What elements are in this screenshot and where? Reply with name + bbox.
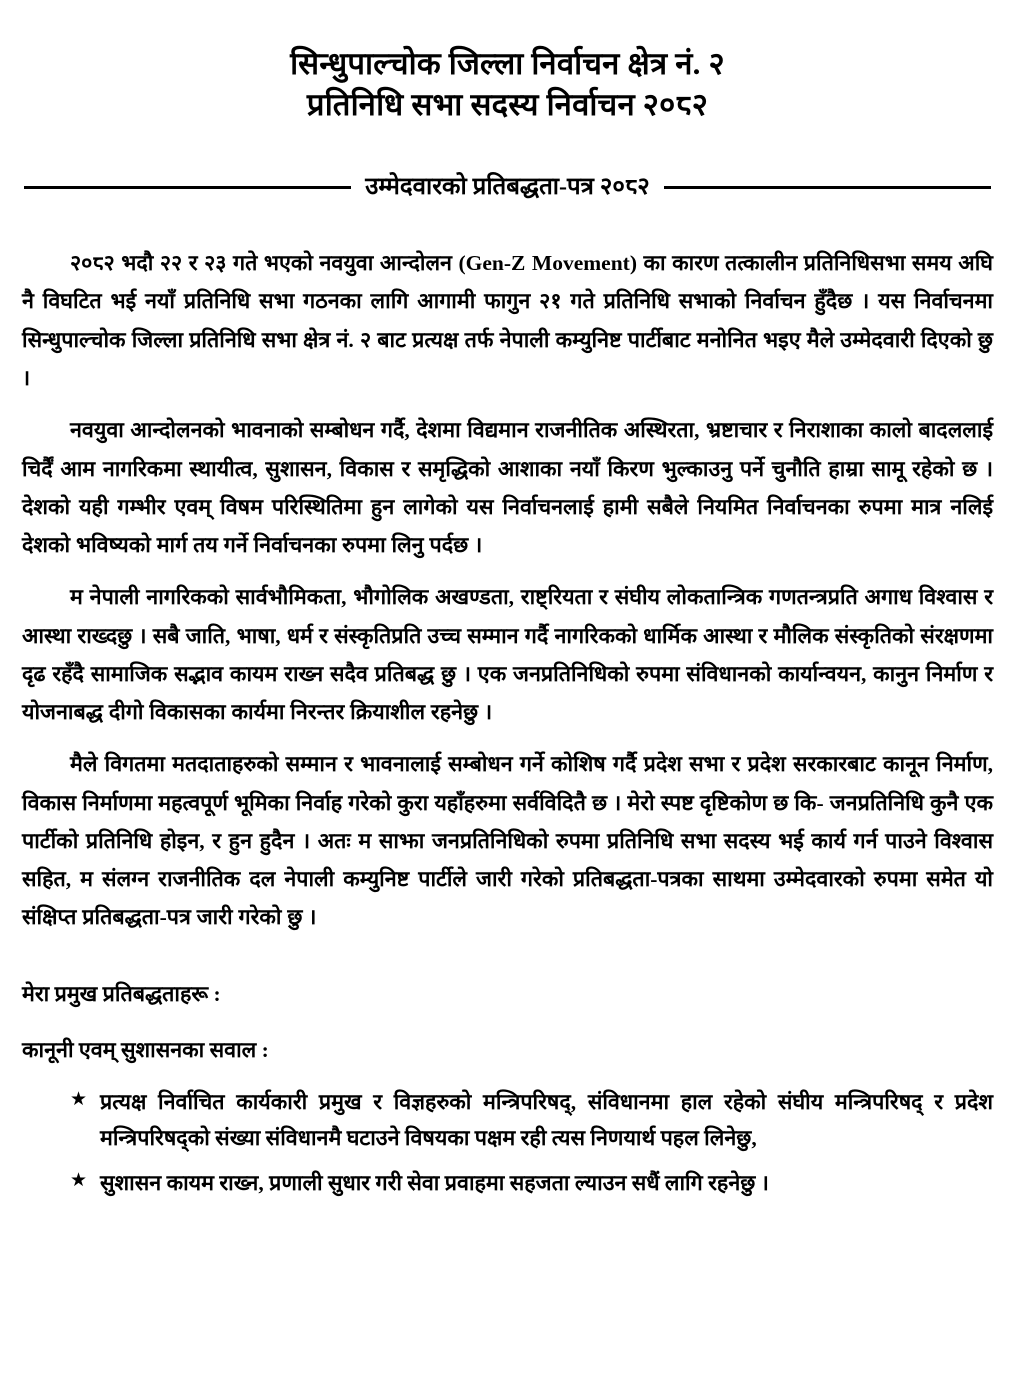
commitments-sub-heading: कानूनी एवम् सुशासनका सवाल : [22, 1038, 269, 1063]
paragraph-4: मैले विगतमा मतदाताहरुको सम्मान र भावनालाई सम्बोधन गर्ने कोशिष गर्दै प्रदेश सभा र प्रदेश सरकारबाट कानून निर्माण, विकास निर्माणमा महत्वपूर्ण भूमिका निर्वाह गरेको कुरा यहाँहरुमा सर्वविदितै छ । मेरो स्पष्ट दृष्टिकोण छ कि- जनप्रतिनिधि कुनै एक पार्टीको प्रतिनिधि होइन, र हुन हुदैन । अतः म साझा जनप्रतिनिधिको रुपमा प्रतिनिधि सभा सदस्य भई कार्य गर्न पाउने विश्वास सहित, म संलग्न राजनीतिक दल नेपाली कम्युनिष्ट पार्टीले जारी गरेको प्रतिबद्धता-पत्रका साथमा उम्मेदवारको रुपमा समेत यो संक्षिप्त प्रतिबद्धता-पत्र जारी गरेको छु । [22, 752, 993, 930]
title-line-2: प्रतिनिधि सभा सदस्य निर्वाचन २०८२ [306, 86, 709, 122]
commitments-main-heading: मेरा प्रमुख प्रतिबद्धताहरू : [22, 981, 221, 1006]
paragraph-1-text-after: का कारण तत्कालीन प्रतिनिधिसभा समय अघि नै विघटित भई नयाँ प्रतिनिधि सभा गठनका लागि आगामी फागुन २१ गते प्रतिनिधि सभाको निर्वाचन हुँदैछ । यस निर्वाचनमा सिन्धुपाल्चोक जिल्ला प्रतिनिधि सभा क्षेत्र नं. २ बाट प्रत्यक्ष तर्फ नेपाली कम्युनिष्ट पार्टीबाट मनोनित भइए मैले उम्मेदवारी दिएको छु । [22, 251, 993, 390]
star-icon: ★ [70, 1170, 88, 1192]
paragraph-2: नवयुवा आन्दोलनको भावनाको सम्बोधन गर्दै, देशमा विद्यमान राजनीतिक अस्थिरता, भ्रष्टाचार र निराशाका कालो बादललाई चिर्दैं आम नागरिकमा स्थायीत्व, सुशासन, विकास र समृद्धिको आशाका नयाँ किरण भुल्काउनु पर्ने चुनौति हाम्रा सामू रहेको छ । देशको यही गम्भीर एवम् विषम परिस्थितिमा हुन लागेको यस निर्वाचनलाई हामी सबैले नियमित निर्वाचनका रुपमा मात्र नलिई देशको भविष्यको मार्ग तय गर्ने निर्वाचनका रुपमा लिनु पर्दछ । [22, 418, 993, 558]
subtitle-row [22, 174, 993, 200]
divider-rule-right [664, 186, 991, 189]
title-line-1: सिन्धुपाल्चोक जिल्ला निर्वाचन क्षेत्र नं. २ [290, 46, 725, 81]
document-subtitle: उम्मेदवारको प्रतिबद्धता-पत्र २०८२ [365, 173, 650, 200]
document-body [22, 244, 993, 1202]
commitment-1-text: प्रत्यक्ष निर्वाचित कार्यकारी प्रमुख र विज्ञहरुको मन्त्रिपरिषद्, संविधानमा हाल रहेको संघीय मन्त्रिपरिषद् र प्रदेश मन्त्रिपरिषद्को संख्या संविधानमै घटाउने विषयका पक्षम रही त्यस निणयार्थ पहल लिनेछु, [100, 1089, 993, 1151]
english-phrase-gen-z: (Gen-Z Movement) [458, 251, 637, 276]
commitment-2-text: सुशासन कायम राख्न, प्रणाली सुधार गरी सेवा प्रवाहमा सहजता ल्याउन सधैं लागि रहनेछु । [100, 1171, 769, 1196]
list-item [70, 1165, 993, 1202]
paragraph-1-text-before: २०८२ भदौ २२ र २३ गते भएको नवयुवा आन्दोलन [70, 251, 459, 276]
list-item [70, 1084, 993, 1158]
star-icon: ★ [70, 1088, 88, 1110]
page-title [128, 0, 888, 126]
paragraph-1 [22, 244, 993, 397]
commitments-list [22, 1084, 993, 1203]
paragraph-3: म नेपाली नागरिकको सार्वभौमिकता, भौगोलिक अखण्डता, राष्ट्रियता र संघीय लोकतान्त्रिक गणतन्त्रप्रति अगाध विश्वास र आस्था राख्दछु । सबै जाति, भाषा, धर्म र संस्कृतिप्रति उच्च सम्मान गर्दै नागरिकको धार्मिक आस्था र मौलिक संस्कृतिको संरक्षणमा दृढ रहँदै सामाजिक सद्भाव कायम राख्न सदैव प्रतिबद्ध छु । एक जनप्रतिनिधिको रुपमा संविधानको कार्यान्वयन, कानुन निर्माण र योजनाबद्ध दीगो विकासका कार्यमा निरन्तर क्रियाशील रहनेछु । [22, 585, 993, 725]
divider-rule-left [24, 186, 351, 189]
